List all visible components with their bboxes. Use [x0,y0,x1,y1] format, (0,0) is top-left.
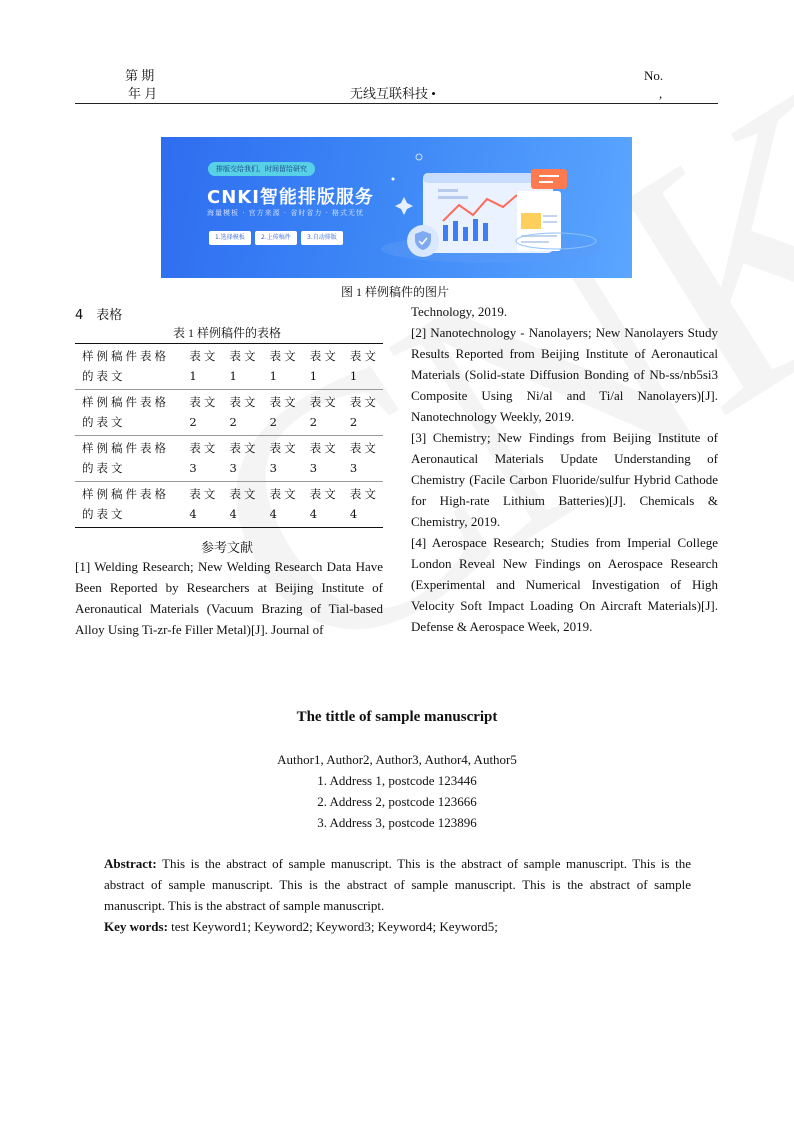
table-row-header [75,390,182,436]
address-2: 2. Address 2, postcode 123666 [317,794,477,809]
table-cell-line: 表文 [189,349,219,363]
table-cell [182,390,222,436]
table-cell-line: 1 [349,369,361,383]
table-cell [303,390,343,436]
table-cell-line: 表文 [269,349,299,363]
table-cell [343,390,383,436]
table-cell-line: 表文 [269,441,299,455]
table-cell [303,344,343,390]
table-cell [303,482,343,528]
table-row-header-line: 样例稿件表格 [82,395,169,409]
table-cell [222,390,262,436]
table-cell-line: 1 [189,369,200,383]
table-cell-line: 表文 [349,395,379,409]
table-cell-line: 表文 [349,487,379,501]
references-left-column [75,556,383,640]
abstract-label: Abstract: [104,856,157,871]
table-row-header-line: 样例稿件表格 [82,349,169,363]
table-cell [263,436,303,482]
table-row [75,436,383,482]
table-cell [263,344,303,390]
table-cell-line: 4 [229,507,240,521]
table-row-header-line: 的表文 [82,369,126,383]
table-cell-line: 3 [229,461,240,475]
table-row-header-line: 的表文 [82,507,126,521]
abstract-text: This is the abstract of sample manuscript. This is the abstract of sample manuscript. This is the abstract of sample manuscript. This is the abstract of sample manuscript. This is the abstract of sample manuscript. This is the abstract of sample manuscript. [104,856,691,913]
table-cell-line: 4 [309,507,321,521]
table-cell [222,344,262,390]
issue-label: 第 期 [125,68,155,83]
banner-slogan: 海量模板 · 官方来源 · 省时省力 · 格式无忧 [207,209,365,217]
table-cell-line: 表文 [229,395,259,409]
reference-2: [2] Nanotechnology - Nanolayers; New Nanolayers Study Results Reported from Beijing Institute of Aeronautical Materials (Solid-state Diffusion Bonding of Nb-ss/nb5si3 Composite Using Ni/al and Ti/al Nanolayers)[J]. Nanotechnology Weekly, 2019. [411,325,718,424]
reference-1: [1] Welding Research; New Welding Research Data Have Been Reported by Researchers at Beijing Institute of Aeronautical Materials (Vacuum Brazing of Tial-based Alloy Using Ti-zr-fe Filler Metal)[J]. Journal of [75,559,383,637]
table-cell [222,436,262,482]
table-cell-line: 3 [309,461,321,475]
banner-step-3: 3.自动排版 [301,231,343,245]
author-list: Author1, Author2, Author3, Author4, Author5 [277,752,517,767]
table-cell [222,482,262,528]
figure-caption: 图 1 样例稿件的图片 [341,285,450,299]
no-label: No. [644,68,664,83]
table-row-header-line: 样例稿件表格 [82,441,169,455]
table-cell-line: 表文 [189,441,219,455]
table-cell-line: 3 [269,461,280,475]
table-cell [343,436,383,482]
table-cell [303,436,343,482]
table-cell-line: 3 [349,461,361,475]
table-cell-line: 表文 [189,395,219,409]
table-cell-line: 表文 [189,487,219,501]
address-3: 3. Address 3, postcode 123896 [317,815,477,830]
table-row-header [75,482,182,528]
banner-pill: 排版交给我们，时间留给研究 [208,162,315,176]
table-cell-line: 2 [349,415,361,429]
table-cell-line: 2 [269,415,280,429]
table-cell-line: 4 [189,507,200,521]
table-cell-line: 1 [269,369,280,383]
table-cell-line: 4 [349,507,361,521]
table-cell-line: 表文 [349,349,379,363]
references-heading: 参考文献 [201,541,254,556]
table-row [75,390,383,436]
table-cell-line: 表文 [229,349,259,363]
keywords-label: Key words: [104,919,168,934]
table-cell-line: 表文 [349,441,379,455]
keywords-text: test Keyword1; Keyword2; Keyword3; Keyword4; Keyword5; [167,919,498,934]
address-1: 1. Address 1, postcode 123446 [317,773,477,788]
table-row-header-line: 样例稿件表格 [82,487,169,501]
table-cell-line: 1 [229,369,240,383]
header-comma: , [659,86,663,101]
date-label: 年 月 [128,86,158,101]
table-cell [182,344,222,390]
paper-title: The tittle of sample manuscript [296,709,498,725]
keywords-line [104,916,691,937]
table-caption: 表 1 样例稿件的表格 [173,326,282,340]
table-row-header [75,344,182,390]
table-cell-line: 表文 [309,441,339,455]
table-cell-line: 2 [309,415,321,429]
table-row [75,344,383,390]
table-cell [343,344,383,390]
table-cell-line: 3 [189,461,200,475]
table-cell-line: 2 [189,415,200,429]
table-cell-line: 表文 [309,487,339,501]
banner-step-2: 2.上传稿件 [255,231,297,245]
figure-banner-image [161,137,632,278]
abstract-paragraph [104,853,691,916]
table-cell-line: 4 [269,507,280,521]
header-rule [75,103,718,104]
table-cell-line: 表文 [229,487,259,501]
table-cell [182,436,222,482]
reference-1-continued: Technology, 2019. [411,304,508,319]
table-cell-line: 表文 [269,395,299,409]
table-cell-line: 表文 [269,487,299,501]
table-cell-line: 表文 [309,395,339,409]
table-cell [263,390,303,436]
table-cell-line: 表文 [309,349,339,363]
table-cell [343,482,383,528]
reference-3: [3] Chemistry; New Findings from Beijing Institute of Aeronautical Materials Update Understanding of Chemistry (Facile Carbon Fluoride/sulfur Hybrid Cathode for High-rate Lithium Batteries)[J]. Chemicals & Chemistry, 2019. [411,430,718,529]
references-right-column [411,301,718,637]
table-row-header [75,436,182,482]
banner-step-1: 1.选择模板 [209,231,251,245]
table-cell-line: 2 [229,415,240,429]
table-row-header-line: 的表文 [82,461,126,475]
table-cell [263,482,303,528]
sample-table [75,343,383,528]
table-row [75,482,383,528]
table-cell-line: 1 [309,369,321,383]
banner-title: CNKI智能排版服务 [207,187,374,208]
reference-4: [4] Aerospace Research; Studies from Imperial College London Reveal New Findings on Aerospace Research (Experimental and Numerical Investigation of High Velocity Soft Impact Loading On Aircraft Materials)[J]. Defense & Aerospace Week, 2019. [411,535,718,634]
table-cell-line: 表文 [229,441,259,455]
table-cell [182,482,222,528]
section-heading: 4 表格 [75,308,123,323]
journal-name: 无线互联科技 • [350,86,436,101]
table-row-header-line: 的表文 [82,415,126,429]
